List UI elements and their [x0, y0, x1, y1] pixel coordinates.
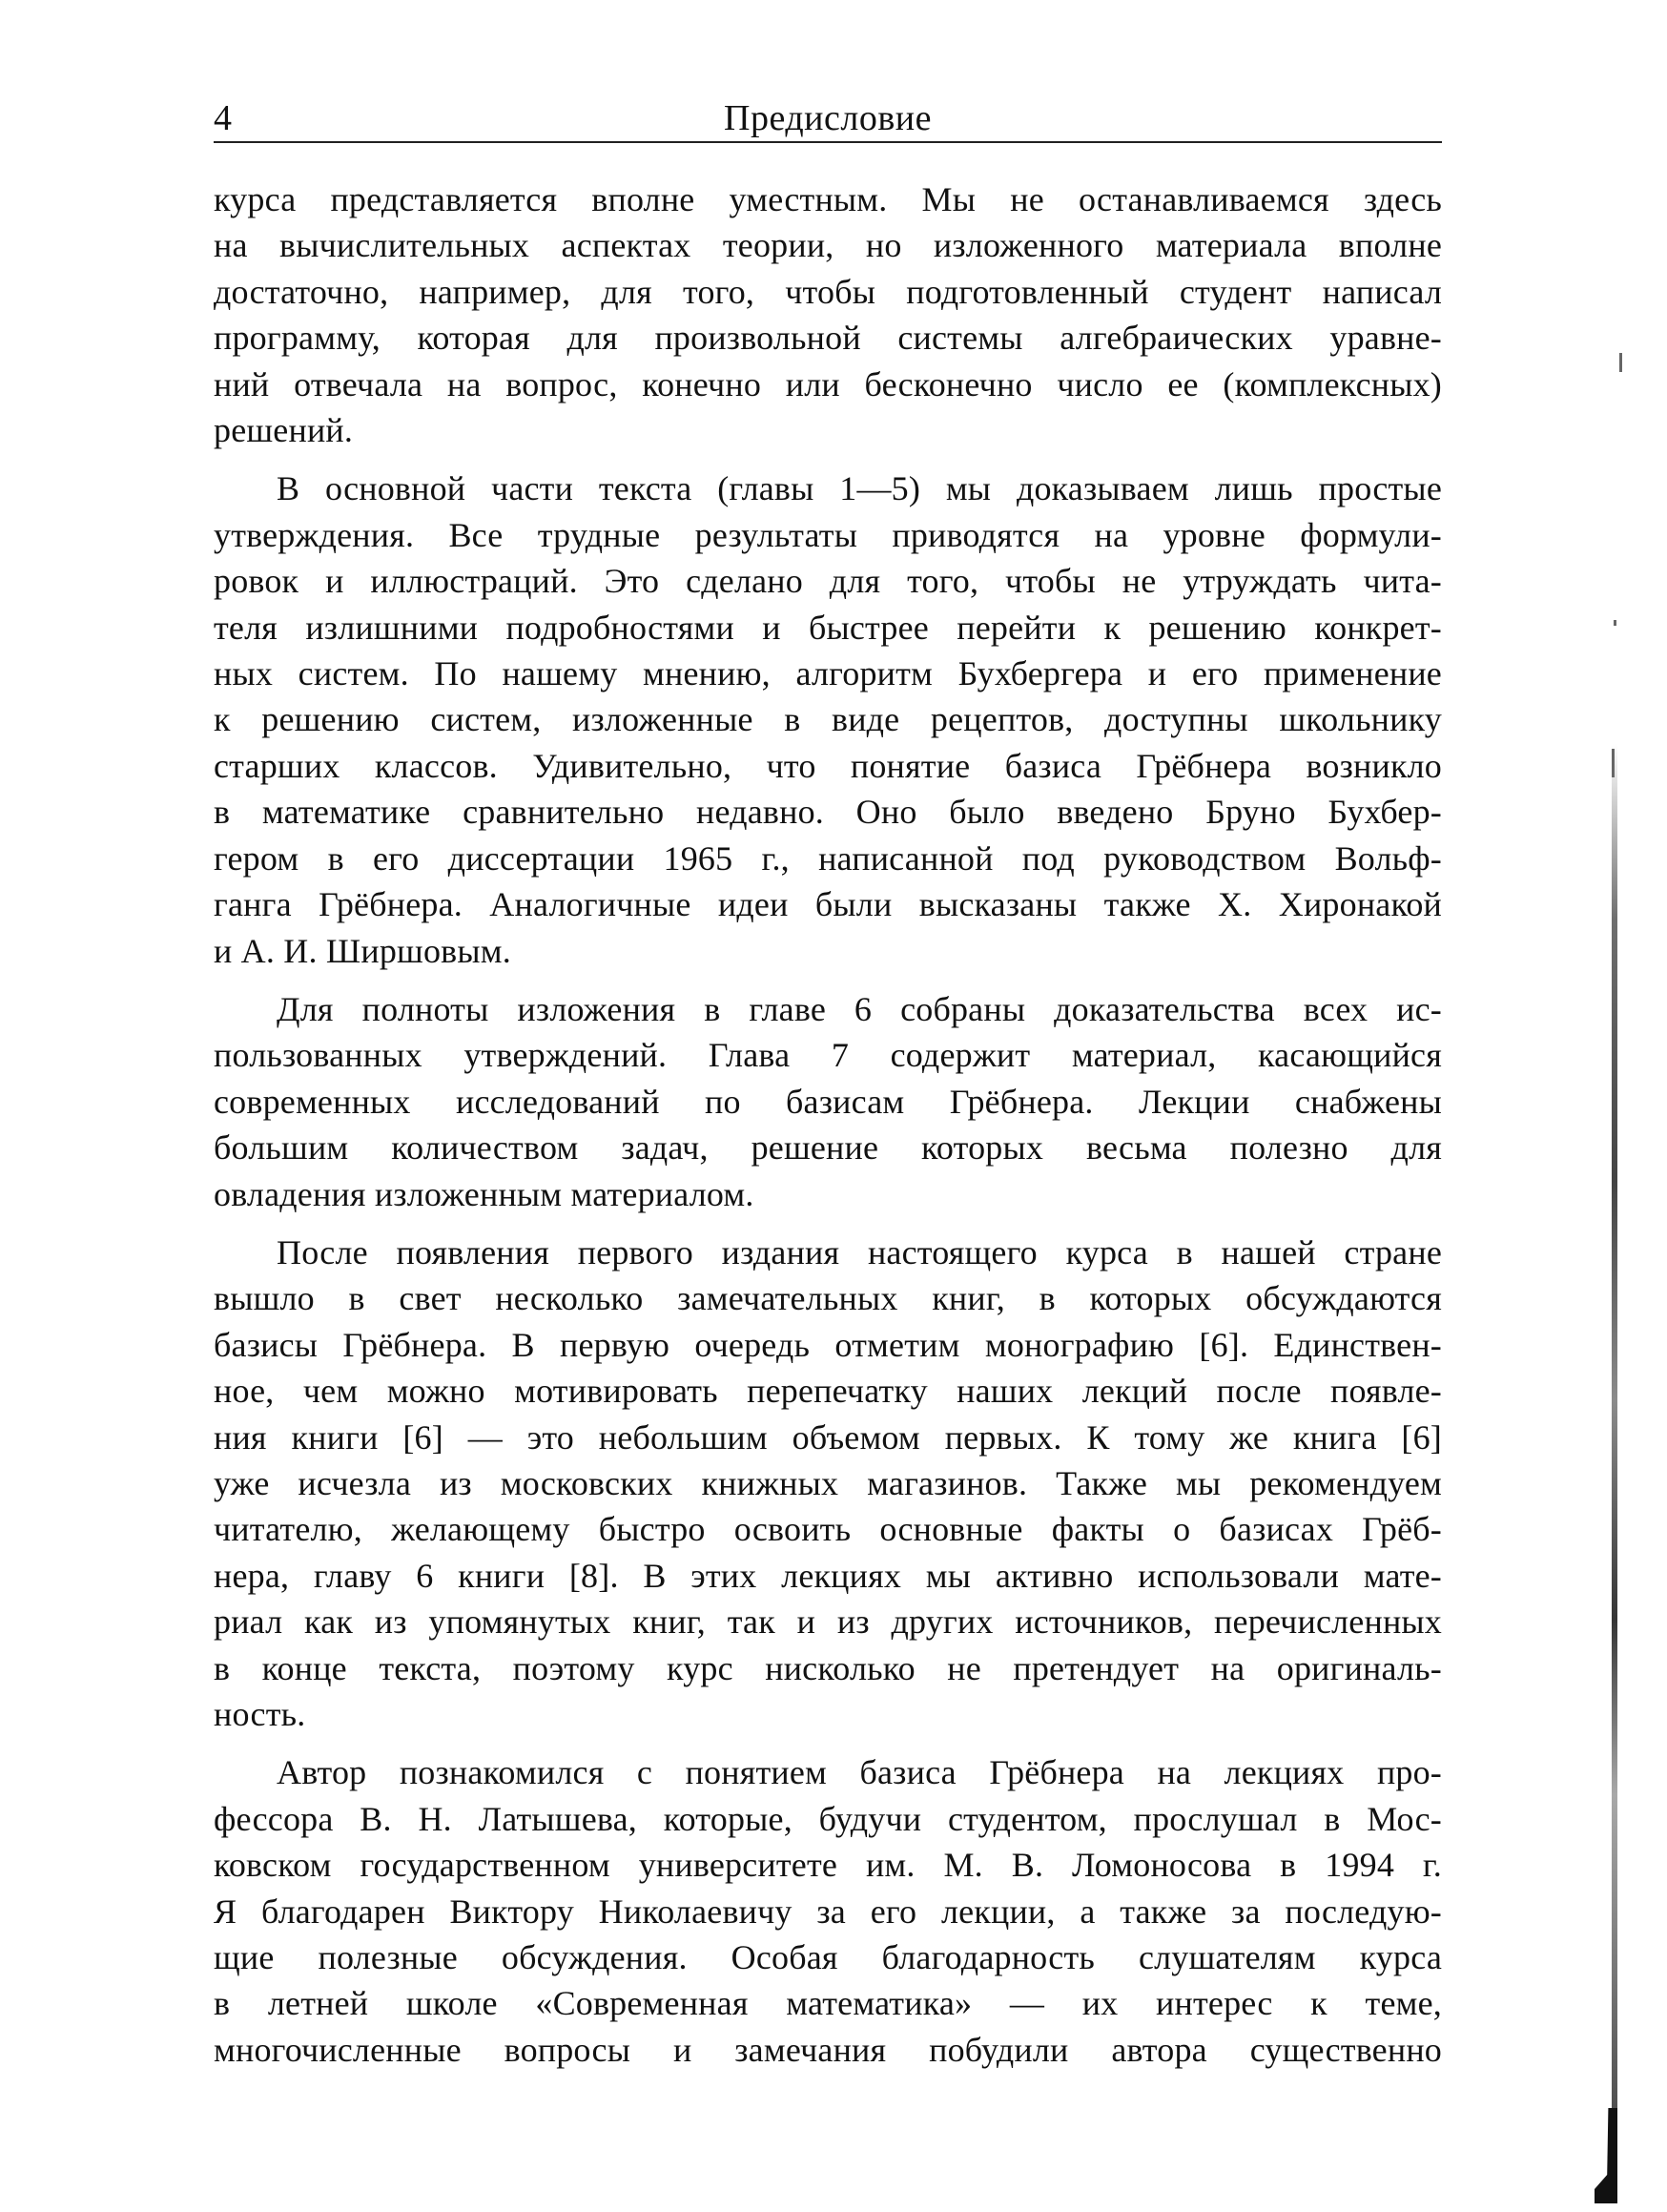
text-line: программу, которая для произвольной системы алгебраических уравне- — [214, 319, 1442, 358]
text-line: Я благодарен Виктору Николаевичу за его лекции, а также за последую- — [214, 1892, 1442, 1931]
text-line: к решению систем, изложенные в виде рецептов, доступны школьнику — [214, 700, 1442, 739]
text-line: ных систем. По нашему мнению, алгоритм Бухбергера и его применение — [214, 654, 1442, 693]
text-line: в конце текста, поэтому курс нисколько не претендует на оригиналь- — [214, 1648, 1442, 1687]
text-line: щие полезные обсуждения. Особая благодарность слушателям курса — [214, 1938, 1442, 1977]
text-line: овладения изложенным материалом. — [214, 1174, 754, 1213]
text-line: ганга Грёбнера. Аналогичные идеи были высказаны также Х. Хиронакой — [214, 885, 1442, 924]
text-line: и А. И. Ширшовым. — [214, 931, 511, 970]
text-line: теля излишними подробностями и быстрее перейти к решению конкрет- — [214, 608, 1442, 647]
text-line: достаточно, например, для того, чтобы подготовленный студент написал — [214, 272, 1442, 311]
text-line: ний отвечала на вопрос, конечно или бесконечно число ее (комплексных) — [214, 364, 1442, 403]
text-line: В основной части текста (главы 1—5) мы доказываем лишь простые — [277, 469, 1442, 508]
page-number: 4 — [214, 98, 232, 138]
text-line: большим количеством задач, решение которых весьма полезно для — [214, 1128, 1442, 1168]
text-line: ровок и иллюстраций. Это сделано для того, чтобы не утруждать чита- — [214, 562, 1442, 601]
text-line: курса представляется вполне уместным. Мы не останавливаемся здесь — [214, 180, 1442, 218]
text-line: базисы Грёбнера. В первую очередь отметим монографию [6]. Единствен- — [214, 1325, 1442, 1364]
text-line: гером в его диссертации 1965 г., написанной под руководством Вольф- — [214, 838, 1442, 878]
scan-artifact — [1614, 620, 1616, 626]
paragraph-3 — [214, 986, 1442, 1217]
scan-binding-edge — [1595, 2108, 1617, 2203]
text-line: После появления первого издания настоящего курса в нашей стране — [277, 1232, 1442, 1271]
text-line: ния книги [6] — это небольшим объемом первых. К тому же книга [6] — [214, 1417, 1442, 1457]
text-line: вышло в свет несколько замечательных книг, в которых обсуждаются — [214, 1279, 1442, 1318]
paragraph-4 — [214, 1230, 1442, 1737]
text-line: ность. — [214, 1695, 306, 1733]
paragraph-5 — [214, 1749, 1442, 2073]
text-line: на вычислительных аспектах теории, но изложенного материала вполне — [214, 226, 1442, 265]
text-line: пользованных утверждений. Глава 7 содержит материал, касающийся — [214, 1036, 1442, 1075]
body-text — [214, 176, 1442, 2073]
text-line: ное, чем можно мотивировать перепечатку наших лекций после появле- — [214, 1372, 1442, 1411]
scan-binding-shadow — [1612, 744, 1617, 2203]
page-header — [214, 95, 1442, 143]
text-line: нера, главу 6 книги [8]. В этих лекциях мы активно использовали мате- — [214, 1556, 1442, 1595]
text-line: многочисленные вопросы и замечания побудили автора существенно — [214, 2030, 1442, 2069]
text-line: читателю, желающему быстро освоить основные факты о базисах Грёб- — [214, 1510, 1442, 1549]
running-title: Предисловие — [724, 98, 932, 138]
text-line: в летней школе «Современная математика» — их интерес к теме, — [214, 1984, 1442, 2023]
text-line: в математике сравнительно недавно. Оно было введено Бруно Бухбер- — [214, 793, 1442, 832]
paragraph-2 — [214, 465, 1442, 973]
scan-artifact — [1619, 353, 1622, 372]
text-line: решений. — [214, 411, 354, 450]
paragraph-1 — [214, 176, 1442, 453]
text-line: ковском государственном университете им. М. В. Ломоносова в 1994 г. — [214, 1846, 1442, 1885]
text-line: современных исследований по базисам Грёбнера. Лекции снабжены — [214, 1082, 1442, 1121]
text-line: Для полноты изложения в главе 6 собраны доказательства всех ис- — [277, 989, 1442, 1028]
text-line: уже исчезла из московских книжных магазинов. Также мы рекомендуем — [214, 1463, 1442, 1502]
text-line: утверждения. Все трудные результаты приводятся на уровне формули- — [214, 515, 1442, 554]
text-line: фессора В. Н. Латышева, которые, будучи студентом, прослушал в Мос- — [214, 1799, 1442, 1838]
scan-artifact — [1612, 749, 1615, 777]
text-line: старших классов. Удивительно, что понятие базиса Грёбнера возникло — [214, 746, 1442, 785]
text-line: риал как из упомянутых книг, так и из других источников, перечисленных — [214, 1602, 1442, 1642]
text-line: Автор познакомился с понятием базиса Грёбнера на лекциях про- — [277, 1753, 1442, 1792]
